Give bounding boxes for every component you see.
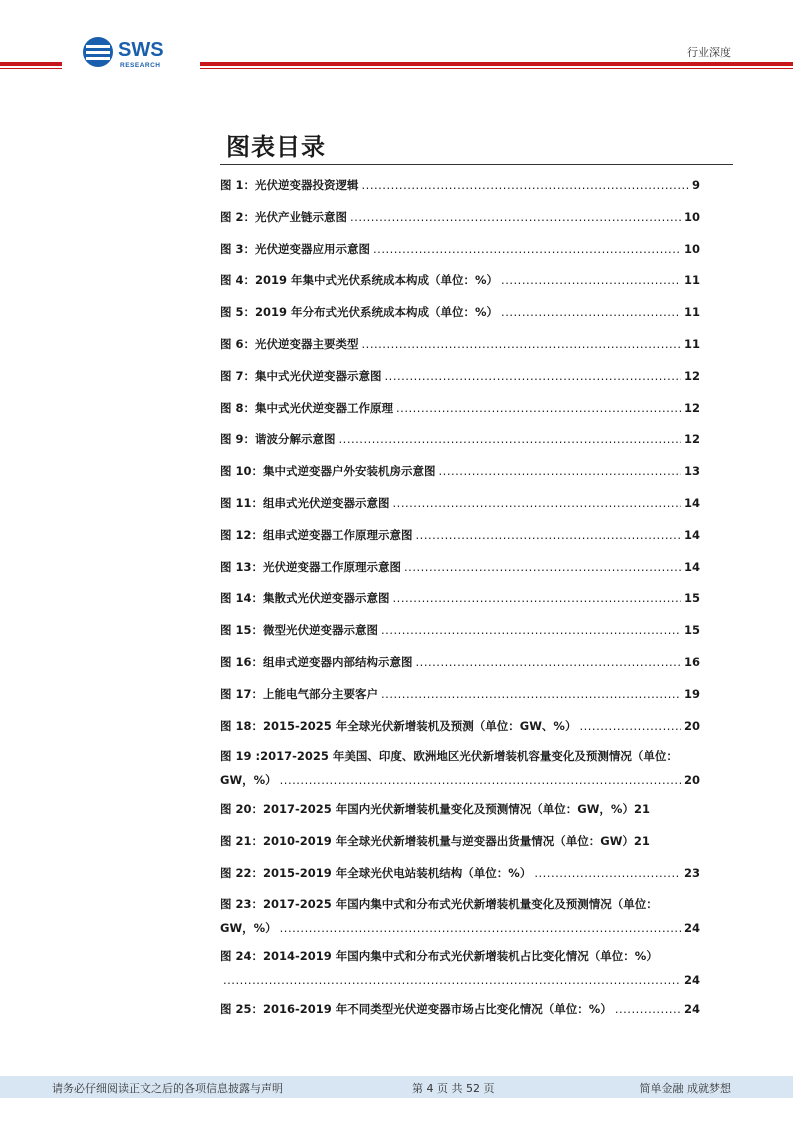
toc-entry-label: 图 22：2015-2019 年全球光伏电站装机结构（单位：%） xyxy=(220,865,532,880)
toc-entry-page: 21 xyxy=(633,802,650,817)
toc-entry-page: 12 xyxy=(683,432,700,447)
toc-entry-label-cont: GW，%） xyxy=(220,920,277,935)
toc-entry[interactable] xyxy=(220,554,700,586)
toc-entry-label: 图 8：集中式光伏逆变器工作原理 xyxy=(220,400,394,415)
header-rule-left-thin xyxy=(0,68,62,69)
leader-dots xyxy=(501,299,681,325)
toc-entry-label: 图 23：2017-2025 年国内集中式和分布式光伏新增装机量变化及预测情况（单位： xyxy=(220,896,658,911)
toc-entry[interactable] xyxy=(220,172,700,204)
leader-dots xyxy=(416,522,681,548)
toc-entry-label: 图 7：集中式光伏逆变器示意图 xyxy=(220,368,382,383)
toc-entry-label: 图 4：2019 年集中式光伏系统成本构成（单位：%） xyxy=(220,273,499,288)
toc-entry[interactable] xyxy=(220,363,700,395)
leader-dots xyxy=(362,172,689,198)
toc-entry-label-cont: GW，%） xyxy=(220,773,277,788)
toc-entry[interactable] xyxy=(220,713,700,745)
toc-entry-label: 图 1：光伏逆变器投资逻辑 xyxy=(220,178,359,192)
toc-entry-label: 图 13：光伏逆变器工作原理示意图 xyxy=(220,559,402,574)
toc-entry-page: 14 xyxy=(683,559,700,574)
toc-entry-page: 10 xyxy=(683,241,700,256)
logo-text: SWS xyxy=(118,39,164,61)
toc-entry-page: 12 xyxy=(683,400,700,415)
leader-dots xyxy=(350,204,681,230)
header-rule-right xyxy=(200,62,793,66)
leader-dots xyxy=(534,860,681,886)
leader-dots xyxy=(385,363,681,389)
toc-entry[interactable] xyxy=(220,426,700,458)
toc-entry-label: 图 21：2010-2019 年全球光伏新增装机量与逆变器出货量情况（单位：GW） xyxy=(220,834,634,849)
footer-slogan: 简单金融 成就梦想 xyxy=(639,1082,731,1095)
toc-entry[interactable] xyxy=(220,892,700,944)
toc-entry-page: 15 xyxy=(683,591,700,606)
leader-dots xyxy=(404,554,681,580)
toc-entry-page: 24 xyxy=(683,972,700,987)
toc-entry-label: 图 24：2014-2019 年国内集中式和分布式光伏新增装机占比变化情况（单位：%） xyxy=(220,948,658,963)
toc-entry[interactable] xyxy=(220,236,700,268)
toc-title: 图表目录 xyxy=(226,133,326,161)
toc-entry[interactable] xyxy=(220,617,700,649)
footer-disclaimer: 请务必仔细阅读正文之后的各项信息披露与声明 xyxy=(52,1082,283,1095)
leader-dots xyxy=(362,331,681,357)
leader-dots xyxy=(381,681,681,707)
toc-entry[interactable] xyxy=(220,522,700,554)
toc-entry[interactable] xyxy=(220,944,700,996)
toc-entry-label: 图 11：组串式光伏逆变器示意图 xyxy=(220,495,390,510)
toc-entry-page: 24 xyxy=(683,920,700,935)
toc-entry-page: 12 xyxy=(683,368,700,383)
toc-entry-page: 24 xyxy=(683,1001,700,1016)
toc-entry[interactable] xyxy=(220,681,700,713)
leader-dots xyxy=(339,426,681,452)
logo-subtext: RESEARCH xyxy=(120,62,161,69)
title-divider xyxy=(220,164,733,165)
toc-entry-page: 19 xyxy=(683,686,700,701)
leader-dots xyxy=(373,236,681,262)
toc-entry-label: 图 2：光伏产业链示意图 xyxy=(220,209,348,224)
toc-entry-page: 15 xyxy=(683,623,700,638)
toc-entry[interactable] xyxy=(220,796,700,828)
leader-dots xyxy=(223,968,681,992)
header-rule-left xyxy=(0,62,62,66)
toc-entry[interactable] xyxy=(220,490,700,522)
toc-entry-page: 9 xyxy=(691,178,700,192)
toc-entry[interactable] xyxy=(220,204,700,236)
toc-entry-page: 10 xyxy=(683,209,700,224)
toc-entry-page: 21 xyxy=(633,834,650,849)
toc-entry-label: 图 10：集中式逆变器户外安装机房示意图 xyxy=(220,464,436,479)
toc-entry-page: 20 xyxy=(683,773,700,788)
toc-entry-label: 图 12：组串式逆变器工作原理示意图 xyxy=(220,527,413,542)
toc-entry[interactable] xyxy=(220,744,700,796)
toc-entry-label: 图 18：2015-2025 年全球光伏新增装机及预测（单位：GW、%） xyxy=(220,718,577,733)
leader-dots xyxy=(396,395,681,421)
toc-entry-label: 图 25：2016-2019 年不同类型光伏逆变器市场占比变化情况（单位：%） xyxy=(220,1001,612,1016)
toc-entry-label: 图 5：2019 年分布式光伏系统成本构成（单位：%） xyxy=(220,305,499,320)
toc-entry[interactable] xyxy=(220,996,700,1028)
leader-dots xyxy=(393,490,681,516)
toc-entry-page: 14 xyxy=(683,527,700,542)
toc-entry[interactable] xyxy=(220,860,700,892)
toc-entry[interactable] xyxy=(220,299,700,331)
toc-entry[interactable] xyxy=(220,585,700,617)
leader-dots xyxy=(280,916,681,940)
toc-entry-page: 11 xyxy=(683,336,700,351)
toc-entry-label: 图 15：微型光伏逆变器示意图 xyxy=(220,623,379,638)
leader-dots xyxy=(579,713,681,739)
toc-entry-label: 图 17：上能电气部分主要客户 xyxy=(220,686,379,701)
toc-entry[interactable] xyxy=(220,828,700,860)
toc-entry-label: 图 20：2017-2025 年国内光伏新增装机量变化及预测情况（单位：GW，%） xyxy=(220,802,634,817)
report-type: 行业深度 xyxy=(687,46,731,59)
toc-entry-label: 图 3：光伏逆变器应用示意图 xyxy=(220,241,371,256)
toc-entry[interactable] xyxy=(220,649,700,681)
figure-list xyxy=(220,172,700,1028)
header-rule-right-thin xyxy=(200,68,793,69)
toc-entry[interactable] xyxy=(220,267,700,299)
toc-entry-label: 图 9：谐波分解示意图 xyxy=(220,432,336,447)
toc-entry-page: 14 xyxy=(683,495,700,510)
toc-entry-label: 图 16：组串式逆变器内部结构示意图 xyxy=(220,654,413,669)
toc-entry-page: 11 xyxy=(683,305,700,320)
leader-dots xyxy=(615,996,681,1022)
toc-entry-page: 13 xyxy=(683,464,700,479)
leader-dots xyxy=(416,649,681,675)
toc-entry-page: 20 xyxy=(683,718,700,733)
toc-entry-page: 23 xyxy=(683,865,700,880)
leader-dots xyxy=(280,768,681,792)
leader-dots xyxy=(501,267,681,293)
footer-page-info: 第 4 页 共 52 页 xyxy=(412,1082,495,1095)
toc-entry-label: 图 6：光伏逆变器主要类型 xyxy=(220,336,359,351)
toc-entry-page: 16 xyxy=(683,654,700,669)
toc-entry-page: 11 xyxy=(683,273,700,288)
toc-entry[interactable] xyxy=(220,395,700,427)
leader-dots xyxy=(439,458,681,484)
toc-entry-label: 图 19 :2017-2025 年美国、印度、欧洲地区光伏新增装机容量变化及预测情况（单位： xyxy=(220,749,678,764)
leader-dots xyxy=(381,617,681,643)
toc-entry[interactable] xyxy=(220,458,700,490)
sws-logo xyxy=(82,32,192,72)
toc-entry-label: 图 14：集散式光伏逆变器示意图 xyxy=(220,591,390,606)
toc-entry[interactable] xyxy=(220,331,700,363)
leader-dots xyxy=(393,585,681,611)
